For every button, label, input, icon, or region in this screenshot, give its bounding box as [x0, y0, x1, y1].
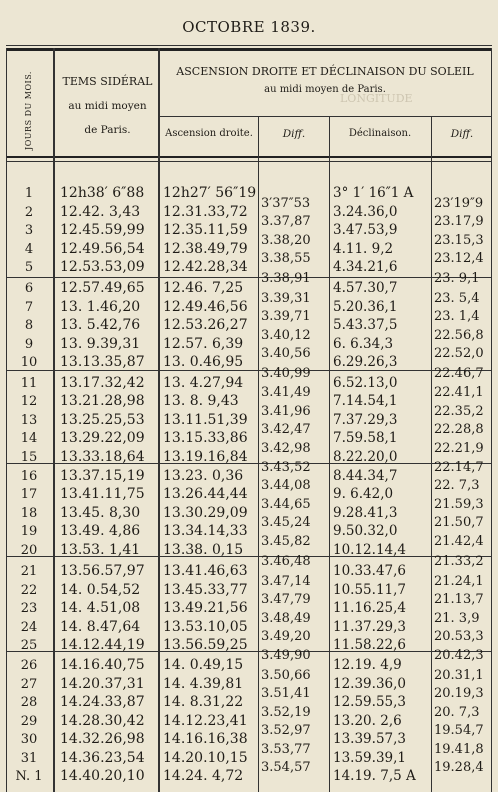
declination-diff-value: 20.53,3 [434, 629, 484, 644]
day-number: 6 [24, 281, 34, 296]
declination-diff-value: 19.41,8 [434, 741, 484, 757]
ascension-diff-value: 3.49,90 [261, 648, 311, 663]
sidereal-time-value: 13.37.15,19 [60, 468, 145, 484]
ascension-diff-value: 3.50,66 [261, 667, 311, 683]
sidereal-time-value: 13.41.11,75 [60, 486, 145, 502]
declination-value: 7.14.54,1 [333, 393, 398, 409]
declination-diff-value: 21.59,3 [434, 496, 484, 512]
vline-jours [53, 48, 55, 792]
sidereal-time-value: 12.45.59,99 [60, 222, 145, 238]
day-number: 13 [20, 413, 38, 428]
day-number: 12 [20, 394, 38, 409]
sidereal-time-value: 14.32.26,98 [60, 731, 145, 747]
declination-diff-value: 23. 9,1 [434, 270, 480, 286]
sidereal-time-value: 13. 9.39,31 [60, 336, 141, 352]
declination-diff-value: 23.17,9 [434, 214, 484, 229]
declination-diff-value: 22.46,7 [434, 365, 484, 381]
declination-value: 12.39.36,0 [333, 676, 406, 692]
ascension-diff-value: 3.53,77 [261, 741, 311, 757]
ascension-diff-value: 3.37,87 [261, 214, 311, 229]
rule-top-1 [6, 45, 492, 46]
declination-value: 14.19. 7,5 A [333, 768, 416, 784]
sidereal-time-value: 14.12.44,19 [60, 637, 145, 653]
right-ascension-value: 14. 8.31,22 [163, 694, 244, 710]
ascension-diff-value: 3.49,20 [261, 629, 311, 644]
declination-value: 8.44.34,7 [333, 468, 398, 484]
right-ascension-value: 14. 4.39,81 [163, 676, 244, 692]
right-ascension-value: 13. 4.27,94 [163, 375, 244, 391]
vline-sideral [158, 48, 160, 792]
right-ascension-value: 13. 0.46,95 [163, 354, 244, 370]
right-ascension-value: 12.53.26,27 [163, 317, 248, 333]
day-number: 11 [20, 376, 38, 391]
declination-value: 4.57.30,7 [333, 280, 398, 296]
day-number: 4 [24, 242, 34, 257]
sidereal-time-value: 14. 8.47,64 [60, 619, 141, 635]
day-number: 7 [24, 300, 34, 315]
declination-value: 8.22.20,0 [333, 449, 398, 465]
right-ascension-value: 12.35.11,59 [163, 222, 248, 238]
day-number: 22 [20, 583, 38, 598]
declination-diff-value: 19.28,4 [434, 760, 484, 775]
right-ascension-value: 12h27′ 56″19 [163, 185, 257, 201]
sidereal-time-value: 13. 5.42,76 [60, 317, 141, 333]
right-ascension-value: 14.24. 4,72 [163, 768, 244, 784]
right-ascension-value: 13.49.21,56 [163, 600, 248, 616]
rule-header-sub [160, 116, 492, 117]
day-number: 24 [20, 620, 38, 635]
ascension-diff-value: 3.47,14 [261, 573, 311, 589]
declination-value: 13.39.57,3 [333, 731, 406, 747]
declination-diff-value: 22. 7,3 [434, 478, 480, 493]
header-sideral-sub2: de Paris. [84, 124, 131, 136]
header-sideral-title: TEMS SIDÉRAL [62, 75, 153, 88]
declination-diff-value: 23.12,4 [434, 251, 484, 266]
day-number: 14 [20, 431, 38, 446]
ascension-diff-value: 3.38,20 [261, 232, 311, 248]
sidereal-time-value: 12.57.49,65 [60, 280, 145, 296]
ascension-diff-value: 3.42,47 [261, 422, 311, 437]
day-number: 28 [20, 695, 38, 710]
rule-header-bottom [6, 156, 492, 158]
sidereal-time-value: 13.17.32,42 [60, 375, 145, 391]
ascension-diff-value: 3.38,91 [261, 270, 311, 286]
sidereal-time-value: 13.13.35,87 [60, 354, 145, 370]
day-number: 19 [20, 524, 38, 539]
declination-value: 6. 6.34,3 [333, 336, 394, 352]
right-ascension-value: 14.20.10,15 [163, 750, 248, 766]
declination-diff-value: 20.31,1 [434, 667, 484, 683]
declination-diff-value: 22.14,7 [434, 459, 484, 475]
right-ascension-value: 13.34.14,33 [163, 523, 248, 539]
declination-value: 6.52.13,0 [333, 375, 398, 391]
sidereal-time-value: 14. 0.54,52 [60, 582, 141, 598]
sidereal-time-value: 13.45. 8,30 [60, 505, 141, 521]
day-number: 29 [20, 714, 38, 729]
rule-top-2 [6, 48, 492, 51]
ascension-diff-value: 3.38,55 [261, 251, 311, 266]
declination-value: 11.16.25,4 [333, 600, 406, 616]
ascension-diff-value: 3.54,57 [261, 760, 311, 775]
declination-diff-value: 23′19″9 [434, 195, 484, 211]
declination-value: 10.12.14,4 [333, 542, 406, 558]
declination-value: 11.37.29,3 [333, 619, 406, 635]
sidereal-time-value: 13.56.57,97 [60, 563, 145, 579]
sidereal-time-value: 14. 4.51,08 [60, 600, 141, 616]
header-sideral-sub1: au midi moyen [68, 100, 147, 112]
declination-diff-value: 20.19,3 [434, 686, 484, 701]
day-number: 15 [20, 450, 38, 465]
day-number: 27 [20, 677, 38, 692]
declination-value: 3° 1′ 16″1 A [333, 185, 414, 201]
ascension-diff-value: 3.39,71 [261, 309, 311, 324]
declination-diff-value: 23.15,3 [434, 232, 484, 248]
header-diff1: Diff. [282, 128, 306, 140]
right-ascension-value: 13.11.51,39 [163, 412, 248, 428]
day-number: 21 [20, 564, 38, 579]
right-ascension-value: 13. 8. 9,43 [163, 393, 239, 409]
ascension-diff-value: 3.51,41 [261, 686, 311, 701]
right-ascension-value: 12.38.49,79 [163, 241, 248, 257]
ascension-diff-value: 3.46,48 [261, 553, 311, 569]
right-ascension-value: 14.12.23,41 [163, 713, 248, 729]
day-number: 3 [24, 223, 34, 238]
day-number: 26 [20, 658, 38, 673]
sidereal-time-value: 12.53.53,09 [60, 259, 145, 275]
day-number: 30 [20, 732, 38, 747]
right-ascension-value: 13.38. 0,15 [163, 542, 244, 558]
right-ascension-value: 13.30.29,09 [163, 505, 248, 521]
ascension-diff-value: 3.44,65 [261, 496, 311, 512]
sidereal-time-value: 14.28.30,42 [60, 713, 145, 729]
declination-diff-value: 21.50,7 [434, 515, 484, 530]
sidereal-time-value: 13.25.25,53 [60, 412, 145, 428]
right-ascension-value: 12.42.28,34 [163, 259, 248, 275]
ascension-diff-value: 3.52,19 [261, 704, 311, 720]
right-ascension-value: 13.15.33,86 [163, 430, 248, 446]
header-soleil-title: ASCENSION DROITE ET DÉCLINAISON DU SOLEIL [176, 65, 474, 78]
ascension-diff-value: 3′37″53 [261, 195, 311, 211]
rule-group [6, 277, 492, 278]
ascension-diff-value: 3.41,96 [261, 403, 311, 419]
declination-diff-value: 23. 5,4 [434, 290, 480, 306]
declination-value: 11.58.22,6 [333, 637, 406, 653]
ascension-diff-value: 3.42,98 [261, 440, 311, 456]
declination-diff-value: 20. 7,3 [434, 704, 480, 720]
page-title: OCTOBRE 1839. [182, 18, 316, 36]
sidereal-time-value: 14.36.23,54 [60, 750, 145, 766]
sidereal-time-value: 12h38′ 6″88 [60, 185, 145, 201]
day-number: 18 [20, 506, 38, 521]
ascension-diff-value: 3.47,79 [261, 592, 311, 607]
declination-value: 9. 6.42,0 [333, 486, 394, 502]
declination-value: 5.20.36,1 [333, 299, 398, 315]
right-ascension-value: 14. 0.49,15 [163, 657, 244, 673]
declination-diff-value: 21.42,4 [434, 533, 484, 549]
declination-diff-value: 20.42,3 [434, 648, 484, 663]
day-number: 10 [20, 355, 38, 370]
vline-right [491, 48, 492, 792]
ascension-diff-value: 3.40,99 [261, 365, 311, 381]
ascension-diff-value: 3.45,24 [261, 515, 311, 530]
declination-value: 13.59.39,1 [333, 750, 406, 766]
right-ascension-value: 13.45.33,77 [163, 582, 248, 598]
day-number: 25 [20, 638, 38, 653]
declination-value: 12.19. 4,9 [333, 657, 402, 673]
sidereal-time-value: 13. 1.46,20 [60, 299, 141, 315]
sidereal-time-value: 14.20.37,31 [60, 676, 145, 692]
ascension-diff-value: 3.39,31 [261, 290, 311, 306]
ascension-diff-value: 3.52,97 [261, 723, 311, 738]
sidereal-time-value: 12.49.56,54 [60, 241, 145, 257]
sidereal-time-value: 14.24.33,87 [60, 694, 145, 710]
day-number: N. 1 [15, 769, 43, 784]
sidereal-time-value: 13.49. 4,86 [60, 523, 141, 539]
day-number: 23 [20, 601, 38, 616]
declination-value: 7.59.58,1 [333, 430, 398, 446]
day-number: 9 [24, 337, 34, 352]
ascension-diff-value: 3.40,12 [261, 327, 311, 343]
right-ascension-value: 14.16.16,38 [163, 731, 248, 747]
declination-diff-value: 21. 3,9 [434, 610, 480, 626]
vline-asc [258, 116, 259, 792]
day-number: 31 [20, 751, 38, 766]
sidereal-time-value: 13.53. 1,41 [60, 542, 141, 558]
declination-value: 9.28.41,3 [333, 505, 398, 521]
header-asc: Ascension droite. [165, 128, 253, 139]
day-number: 5 [24, 260, 34, 275]
declination-diff-value: 22.41,1 [434, 385, 484, 400]
declination-value: 10.55.11,7 [333, 582, 406, 598]
bleed-through: LONGITUDE [340, 92, 413, 105]
declination-value: 3.47.53,9 [333, 222, 398, 238]
header-soleil-sub: au midi moyen de Paris. [264, 84, 386, 95]
vline-dec [431, 116, 432, 792]
right-ascension-value: 12.46. 7,25 [163, 280, 244, 296]
declination-diff-value: 22.52,0 [434, 346, 484, 361]
vline-diff1 [329, 116, 330, 792]
right-ascension-value: 13.56.59,25 [163, 637, 248, 653]
day-number: 20 [20, 543, 38, 558]
sidereal-time-value: 13.33.18,64 [60, 449, 145, 465]
declination-diff-value: 22.21,9 [434, 440, 484, 456]
sidereal-time-value: 14.40.20,10 [60, 768, 145, 784]
ascension-diff-value: 3.43,52 [261, 459, 311, 475]
ascension-diff-value: 3.48,49 [261, 610, 311, 626]
declination-diff-value: 22.56,8 [434, 327, 484, 343]
ascension-diff-value: 3.45,82 [261, 533, 311, 549]
declination-value: 10.33.47,6 [333, 563, 406, 579]
declination-value: 5.43.37,5 [333, 317, 398, 333]
day-number: 2 [24, 205, 34, 220]
right-ascension-value: 13.23. 0,36 [163, 468, 244, 484]
right-ascension-value: 13.26.44,44 [163, 486, 248, 502]
declination-value: 4.11. 9,2 [333, 241, 394, 257]
sidereal-time-value: 13.21.28,98 [60, 393, 145, 409]
declination-value: 12.59.55,3 [333, 694, 406, 710]
declination-diff-value: 21.24,1 [434, 573, 484, 589]
sidereal-time-value: 13.29.22,09 [60, 430, 145, 446]
declination-value: 9.50.32,0 [333, 523, 398, 539]
right-ascension-value: 13.19.16,84 [163, 449, 248, 465]
declination-diff-value: 22.28,8 [434, 422, 484, 437]
declination-diff-value: 19.54,7 [434, 723, 484, 738]
declination-value: 13.20. 2,6 [333, 713, 402, 729]
ascension-diff-value: 3.40,56 [261, 346, 311, 361]
declination-diff-value: 21.13,7 [434, 592, 484, 607]
sidereal-time-value: 12.42. 3,43 [60, 204, 141, 220]
rule-header-bottom-2 [6, 161, 492, 162]
day-number: 16 [20, 469, 38, 484]
declination-value: 3.24.36,0 [333, 204, 398, 220]
ascension-diff-value: 3.44,08 [261, 478, 311, 493]
right-ascension-value: 12.31.33,72 [163, 204, 248, 220]
declination-value: 4.34.21,6 [333, 259, 398, 275]
right-ascension-value: 13.53.10,05 [163, 619, 248, 635]
header-diff2: Diff. [450, 128, 474, 140]
header-dec: Déclinaison. [348, 128, 412, 139]
right-ascension-value: 12.57. 6,39 [163, 336, 244, 352]
day-number: 1 [24, 186, 34, 201]
day-number: 17 [20, 487, 38, 502]
declination-diff-value: 21.33,2 [434, 553, 484, 569]
rule-group [6, 370, 492, 371]
header-jours: JOURS DU MOIS. [23, 70, 33, 150]
declination-value: 6.29.26,3 [333, 354, 398, 370]
right-ascension-value: 13.41.46,63 [163, 563, 248, 579]
declination-diff-value: 22.35,2 [434, 403, 484, 419]
right-ascension-value: 12.49.46,56 [163, 299, 248, 315]
declination-value: 7.37.29,3 [333, 412, 398, 428]
ascension-diff-value: 3.41,49 [261, 385, 311, 400]
declination-diff-value: 23. 1,4 [434, 309, 480, 324]
sidereal-time-value: 14.16.40,75 [60, 657, 145, 673]
day-number: 8 [24, 318, 34, 333]
